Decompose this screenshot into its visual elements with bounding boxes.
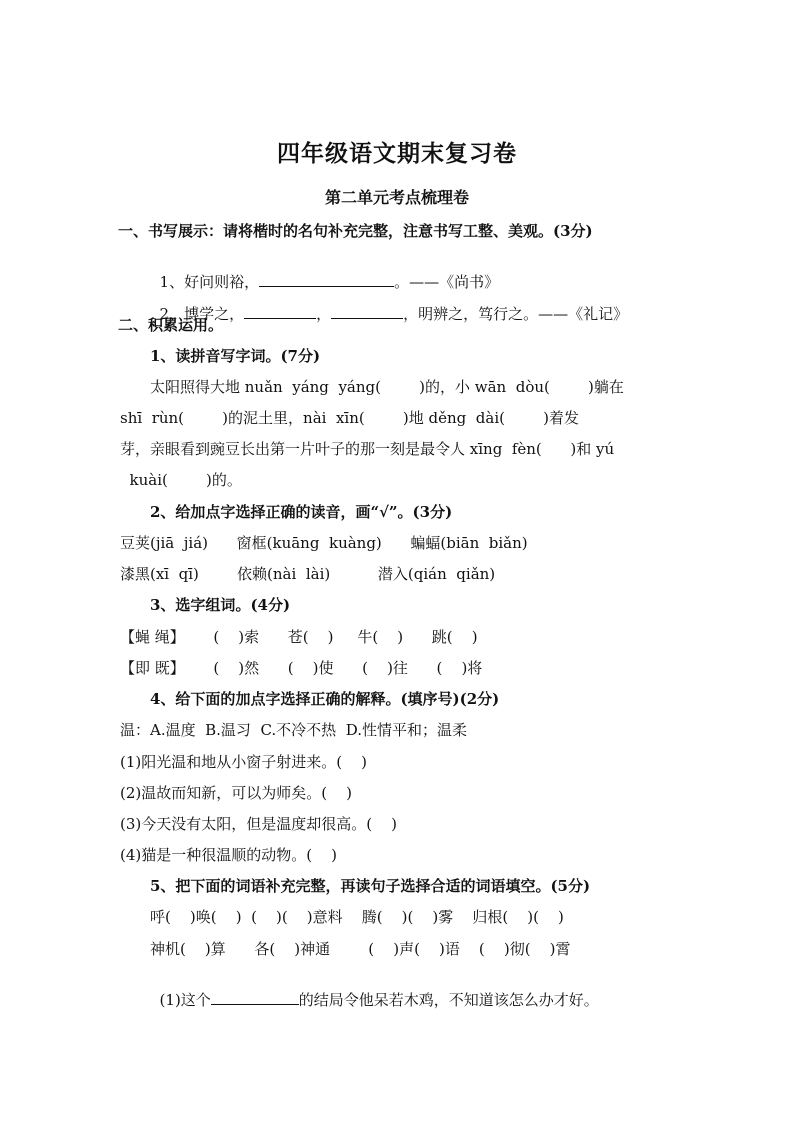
q2-heading: 2、给加点字选择正确的读音，画“√”。(3分) [150, 503, 453, 521]
s1-line-2-start: 2、博学之， [159, 305, 245, 323]
answer-blank[interactable] [244, 304, 316, 319]
section-2-heading: 二、积累运用。 [118, 316, 224, 334]
q5-sentence-1-start: (1)这个 [159, 991, 211, 1009]
q4-heading: 4、给下面的加点字选择正确的解释。(填序号)(2分) [150, 690, 500, 708]
s1-line-2-end: ，明辨之，笃行之。——《礼记》 [403, 305, 629, 323]
q1-line: 太阳照得大地 nuǎn yáng yáng( )的，小 wān dòu( )躺在 [150, 378, 624, 396]
q4-line: 温：A.温度 B.温习 C.不冷不热 D.性情平和；温柔 [120, 721, 467, 739]
section-1-heading: 一、书写展示：请将楷时的名句补充完整，注意书写工整、美观。(3分) [118, 222, 593, 240]
page-subtitle: 第二单元考点梳理卷 [324, 188, 469, 207]
q1-line: shī rùn( )的泥土里，nài xīn( )地 děng dài( )着发 [120, 409, 579, 427]
q4-line: (1)阳光温和地从小窗子射进来。( ) [120, 753, 368, 771]
q2-line: 豆荚(jiā jiá) 窗框(kuāng kuàng) 蝙蝠(biān biǎn) [120, 534, 528, 552]
q5-sentence-1-end: 的结局令他呆若木鸡，不知道该怎么办才好。 [298, 991, 599, 1009]
q4-line: (4)猫是一种很温顺的动物。( ) [120, 846, 338, 864]
q1-heading: 1、读拼音写字词。(7分) [150, 347, 321, 365]
q2-line: 漆黑(xī qī) 依赖(nài lài) 潜入(qián qiǎn) [120, 565, 496, 583]
q4-line: (3)今天没有太阳，但是温度却很高。( ) [120, 815, 398, 833]
answer-blank[interactable] [211, 990, 299, 1005]
q5-line: 呼( )唤( ) ( )( )意料 腾( )( )雾 归根( )( ) [150, 908, 564, 926]
s1-line-2-comma: ， [316, 305, 332, 323]
q3-line: 【即 既】 ( )然 ( )使 ( )往 ( )将 [120, 659, 483, 677]
q4-line: (2)温故而知新，可以为师矣。( ) [120, 784, 353, 802]
s1-line-1-end: 。——《尚书》 [394, 273, 500, 291]
s1-line-1-start: 1、好问则裕， [159, 273, 260, 291]
q1-line: kuài( )的。 [120, 471, 242, 489]
q3-line: 【蝇 绳】 ( )索 苍( ) 牛( ) 跳( ) [120, 628, 478, 646]
q5-line: 神机( )算 各( )神通 ( )声( )语 ( )彻( )霄 [150, 940, 571, 958]
q5-sentence-1 [150, 970, 599, 1010]
q1-line: 芽，亲眼看到豌豆长出第一片叶子的那一刻是最令人 xīng fèn( )和 yú [120, 440, 615, 458]
q5-heading: 5、把下面的词语补充完整，再读句子选择合适的词语填空。(5分) [150, 877, 591, 895]
q3-heading: 3、选字组词。(4分) [150, 596, 291, 614]
answer-blank[interactable] [331, 304, 403, 319]
page-title: 四年级语文期末复习卷 [277, 140, 517, 167]
